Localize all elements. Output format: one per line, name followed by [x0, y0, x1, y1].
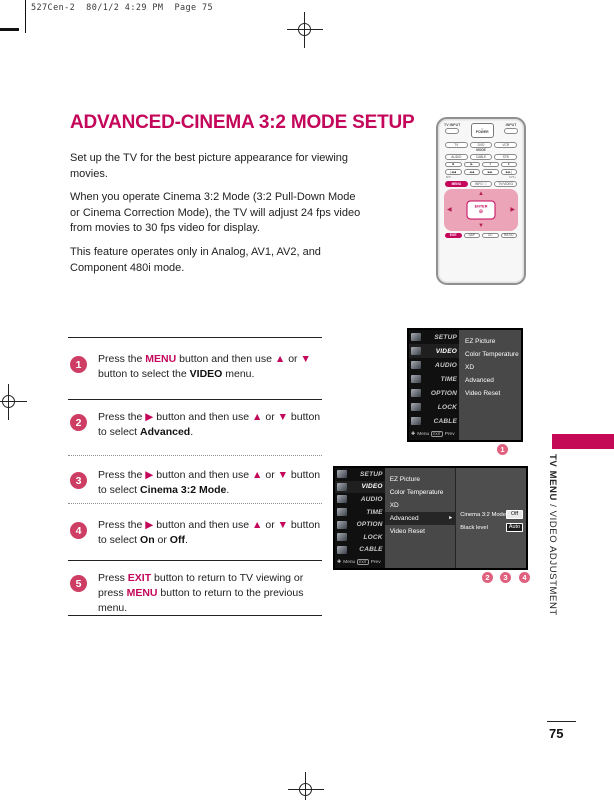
down-arrow-icon: ▼ — [478, 222, 484, 229]
osd-sidebar-item-time: TIME — [409, 372, 459, 386]
osd-footer-menu-label: Menu — [417, 431, 430, 437]
tv-input-button — [445, 128, 459, 134]
skip-plus-label: D/T+ — [509, 175, 516, 179]
separator-line — [68, 337, 322, 338]
audio-mode-button: AUDIO — [445, 154, 468, 160]
osd-sidebar — [409, 330, 459, 440]
osd-item-video-reset: Video Reset — [465, 390, 501, 397]
mode-row-1 — [444, 142, 518, 148]
separator-line — [68, 399, 322, 400]
skip-captions — [444, 175, 518, 179]
tv-input-group — [444, 123, 460, 134]
osd-item-advanced-selected: Advanced ► — [385, 512, 456, 525]
time-icon — [337, 508, 347, 516]
osd-sidebar-item-lock: LOCK — [335, 531, 385, 544]
callout-badge-1: 1 — [497, 444, 508, 455]
step-text: Press the MENU button and then use ▲ or ▼ button to select the VIDEO menu. — [98, 353, 311, 381]
osd-item-xd: XD — [389, 502, 399, 509]
audio-icon — [337, 495, 347, 503]
fast-forward-button: ▶▶ — [482, 169, 499, 175]
page-title: ADVANCED-CINEMA 3:2 MODE SETUP — [70, 112, 415, 133]
input-group — [504, 123, 518, 134]
osd-item-color-temperature: Color Temperature — [389, 489, 444, 496]
cinema-mode-setting — [460, 508, 523, 521]
dvd-mode-button: DVD — [470, 142, 493, 148]
black-level-label: Black level — [460, 524, 488, 531]
power-label: POWER — [475, 129, 489, 134]
cable-mode-button: CABLE — [470, 154, 493, 160]
osd-footer-prev-label: Prev — [370, 559, 381, 565]
ratio-button: RATIO — [501, 233, 518, 239]
osd-sidebar-item-lock: LOCK — [409, 400, 459, 414]
cinema-mode-label: Cinema 3:2 Mode — [460, 511, 506, 518]
exit-key-icon: EXIT — [433, 432, 441, 436]
intro-paragraph: Set up the TV for the best picture appearance for viewing movies. — [70, 152, 349, 180]
step-2 — [70, 410, 322, 440]
menu-row — [444, 181, 518, 187]
remote-top-row — [444, 123, 518, 140]
osd-sidebar-item-audio: AUDIO — [409, 358, 459, 372]
step-text: Press EXIT button to return to TV viewing or press MENU button to return to the previous menu. — [98, 572, 304, 615]
registration-mark-bottom — [288, 772, 324, 800]
left-arrow-icon: ◀ — [447, 206, 452, 213]
osd-sidebar-item-setup: SETUP — [335, 468, 385, 481]
step-5 — [70, 571, 322, 617]
tv-video-button: TV/VIDEO — [494, 181, 517, 187]
cable-icon — [411, 417, 421, 425]
exit-button: EXIT — [445, 233, 462, 239]
setup-icon — [411, 333, 421, 341]
cinema-mode-value: Off — [506, 510, 523, 519]
cc-button: CC — [482, 233, 499, 239]
sap-button: SAP — [464, 233, 481, 239]
osd-sidebar — [335, 468, 385, 568]
video-icon — [411, 347, 421, 355]
step-text: Press the ▶ button and then use ▲ or ▼ button to select Cinema 3:2 Mode. — [98, 469, 321, 497]
time-icon — [411, 375, 421, 383]
callout-badge-2: 2 — [482, 572, 493, 583]
section-caption-bold: TV MENU — [547, 454, 558, 501]
step-number-badge: 2 — [70, 414, 87, 431]
osd-footer — [335, 556, 385, 568]
step-number-badge: 1 — [70, 356, 87, 373]
transport-row-2 — [444, 169, 518, 175]
registration-mark-left — [0, 384, 27, 420]
osd-sidebar-item-video: VIDEO — [335, 481, 385, 494]
step-4 — [70, 518, 322, 548]
video-icon — [337, 483, 347, 491]
enter-icon: ◎ — [479, 208, 483, 214]
step-number-badge: 3 — [70, 472, 87, 489]
section-tab — [552, 434, 614, 449]
separator-line — [68, 560, 322, 561]
osd-item-advanced: Advanced — [465, 377, 494, 384]
osd-screenshot-advanced-submenu — [333, 466, 528, 570]
mode-label: MODE — [476, 148, 486, 152]
menu-button: MENU — [445, 181, 468, 187]
osd-sidebar-item-time: TIME — [335, 506, 385, 519]
osd-video-options — [385, 468, 457, 568]
record-button: ● — [501, 162, 518, 168]
power-button — [471, 123, 494, 138]
page-number-rule — [547, 721, 576, 722]
play-button: ▶ — [464, 162, 481, 168]
transport-row-1 — [444, 162, 518, 168]
print-slug: 527Cen-2 80/1/2 4:29 PM Page 75 — [31, 3, 214, 13]
dpad-icon: ✚ — [411, 431, 416, 437]
section-caption-rest: / VIDEO ADJUSTMENT — [547, 500, 558, 616]
osd-footer-prev-label: Prev — [444, 431, 455, 437]
black-level-setting — [460, 521, 523, 534]
lock-icon — [337, 533, 347, 541]
step-text: Press the ▶ button and then use ▲ or ▼ button to select On or Off. — [98, 519, 321, 547]
step-number-badge: 4 — [70, 522, 87, 539]
option-icon — [411, 389, 421, 397]
separator-dotted-line — [68, 455, 322, 456]
rewind-button: ◀◀ — [464, 169, 481, 175]
cable-icon — [337, 546, 347, 554]
input-label: INPUT — [505, 123, 517, 127]
info-button: INFO ⓘ — [470, 181, 493, 187]
osd-sidebar-item-cable: CABLE — [409, 414, 459, 428]
osd-sidebar-item-option: OPTION — [335, 518, 385, 531]
osd-sidebar-item-audio: AUDIO — [335, 493, 385, 506]
step-3 — [70, 468, 322, 498]
step-1 — [70, 352, 322, 382]
intro-text — [70, 151, 366, 284]
remote-control-illustration — [436, 117, 526, 285]
enter-button — [467, 200, 496, 219]
osd-video-options — [459, 330, 521, 440]
osd-footer-menu-label: Menu — [343, 559, 356, 565]
skip-forward-button: ▶▶| — [501, 169, 518, 175]
separator-dotted-line — [68, 503, 322, 504]
registration-mark-top — [287, 12, 323, 48]
osd-advanced-settings — [456, 468, 526, 568]
osd-sidebar-item-setup: SETUP — [409, 330, 459, 344]
callout-badge-3: 3 — [500, 572, 511, 583]
osd-sidebar-item-video: VIDEO — [409, 344, 459, 358]
skip-back-button: |◀◀ — [445, 169, 462, 175]
black-level-value: Auto — [506, 523, 523, 532]
page-number: 75 — [549, 726, 564, 741]
osd-item-ez-picture: EZ Picture — [465, 338, 496, 345]
vcr-mode-button: VCR — [494, 142, 517, 148]
skip-minus-label: D/T- — [446, 175, 452, 179]
pause-button: ‖ — [482, 162, 499, 168]
tv-input-label: TV INPUT — [444, 123, 461, 127]
osd-item-ez-picture: EZ Picture — [389, 476, 421, 483]
osd-sidebar-item-option: OPTION — [409, 386, 459, 400]
osd-item-color-temperature: Color Temperature — [465, 351, 519, 358]
osd-sidebar-item-cable: CABLE — [335, 543, 385, 556]
submenu-arrow-icon: ► — [448, 515, 454, 521]
intro-paragraph: This feature operates only in Analog, AV1, AV2, and Component 480i mode. — [70, 246, 321, 274]
section-caption — [547, 454, 558, 616]
audio-icon — [411, 361, 421, 369]
callout-badge-4: 4 — [519, 572, 530, 583]
print-fold-line — [25, 0, 26, 33]
step-text: Press the ▶ button and then use ▲ or ▼ button to select Advanced. — [98, 411, 321, 439]
intro-paragraph: When you operate Cinema 3:2 Mode (3:2 Pull-Down Mode or Cinema Correction Mode), the TV will adjust 24 fps video from movies to 30 fps video for display. — [70, 191, 361, 235]
dpad — [444, 189, 518, 231]
tv-mode-button: TV — [445, 142, 468, 148]
option-icon — [337, 521, 347, 529]
osd-item-video-reset: Video Reset — [389, 528, 425, 535]
print-corner-mark — [0, 28, 19, 31]
input-button — [504, 128, 518, 134]
osd-item-xd: XD — [465, 364, 475, 371]
dpad-icon: ✚ — [337, 559, 342, 566]
osd-footer — [409, 428, 459, 440]
right-arrow-icon: ▶ — [510, 206, 515, 213]
enter-label: ENTER — [474, 204, 488, 209]
osd-screenshot-video-menu — [407, 328, 523, 442]
bottom-row — [444, 233, 518, 239]
stop-button: ■ — [445, 162, 462, 168]
step-number-badge: 5 — [70, 575, 87, 592]
lock-icon — [411, 403, 421, 411]
exit-key-icon: EXIT — [359, 560, 367, 565]
power-icon: ○ — [480, 125, 484, 131]
up-arrow-icon: ▲ — [478, 190, 484, 197]
stb-mode-button: STB — [494, 154, 517, 160]
setup-icon — [337, 470, 347, 478]
mode-row-2 — [444, 154, 518, 160]
